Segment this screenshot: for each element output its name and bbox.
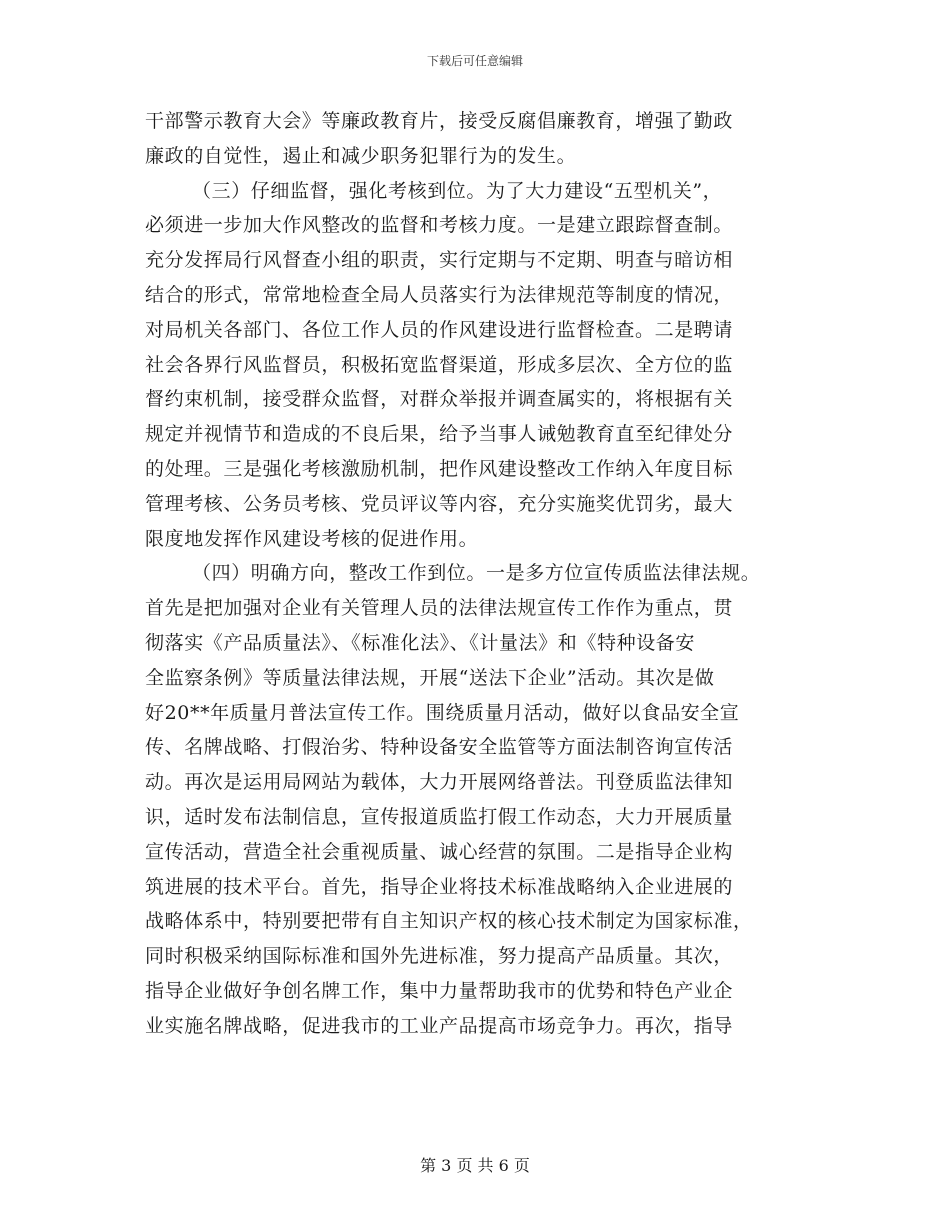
paragraph-start-line: （四）明确方向，整改工作到位。一是多方位宣传质监法律法规。 (192, 562, 761, 585)
text-line: 首先是把加强对企业有关管理人员的法律法规宣传工作作为重点，贯 (145, 597, 734, 620)
text-line: 全监察条例》等质量法律法规，开展“送法下企业”活动。其次是做 (145, 666, 715, 689)
document-body (145, 104, 805, 1044)
text-line: 管理考核、公务员考核、党员评议等内容，充分实施奖优罚劣，最大 (145, 492, 734, 515)
text-line: 彻落实《产品质量法》、《标准化法》、《计量法》和《特种设备安 (145, 631, 696, 654)
text-line: 对局机关各部门、各位工作人员的作风建设进行监督检查。二是聘请 (145, 318, 734, 341)
text-line: 筑进展的技术平台。首先，指导企业将技术标准战略纳入企业进展的 (145, 875, 734, 898)
text-line: 充分发挥局行风督查小组的职责，实行定期与不定期、明查与暗访相 (145, 249, 734, 272)
text-line: 廉政的自觉性，遏止和减少职务犯罪行为的发生。 (145, 144, 577, 167)
text-line: 动。再次是运用局网站为载体，大力开展网络普法。刊登质监法律知 (145, 771, 734, 794)
text-line: 干部警示教育大会》等廉政教育片，接受反腐倡廉教育，增强了勤政 (145, 110, 734, 132)
text-line: 限度地发挥作风建设考核的促进作用。 (145, 527, 479, 550)
text-line: 好20**年质量月普法宣传工作。围绕质量月活动，做好以食品安全宣 (145, 701, 740, 724)
text-line: 传、名牌战略、打假治劣、特种设备安全监管等方面法制咨询宣传活 (145, 736, 734, 759)
paragraph-start-line: （三）仔细监督，强化考核到位。为了大力建设“五型机关”， (192, 179, 723, 202)
text-line: 识，适时发布法制信息，宣传报道质监打假工作动态，大力开展质量 (145, 805, 734, 828)
text-line: 同时积极采纳国际标准和国外先进标准，努力提高产品质量。其次， (145, 945, 734, 968)
text-line: 结合的形式，常常地检查全局人员落实行为法律规范等制度的情况， (145, 283, 734, 306)
text-line: 战略体系中，特别要把带有自主知识产权的核心技术制定为国家标准， (145, 910, 753, 933)
text-line: 规定并视情节和造成的不良后果，给予当事人诫勉教育直至纪律处分 (145, 423, 734, 446)
text-line: 督约束机制，接受群众监督，对群众举报并调查属实的，将根据有关 (145, 388, 734, 411)
text-line: 的处理。三是强化考核激励机制，把作风建设整改工作纳入年度目标 (145, 457, 734, 480)
page-header: 下载后可任意编辑 (426, 54, 523, 68)
text-line: 指导企业做好争创名牌工作，集中力量帮助我市的优势和特色产业企 (145, 979, 734, 1002)
text-line: 必须进一步加大作风整改的监督和考核力度。一是建立跟踪督查制。 (145, 214, 734, 237)
text-line: 业实施名牌战略，促进我市的工业产品提高市场竞争力。再次，指导 (145, 1014, 734, 1037)
page-number: 第 3 页 共 6 页 (420, 1156, 530, 1175)
text-line: 社会各界行风监督员，积极拓宽监督渠道，形成多层次、全方位的监 (145, 353, 734, 376)
text-line: 宣传活动，营造全社会重视质量、诚心经营的氛围。二是指导企业构 (145, 840, 734, 863)
